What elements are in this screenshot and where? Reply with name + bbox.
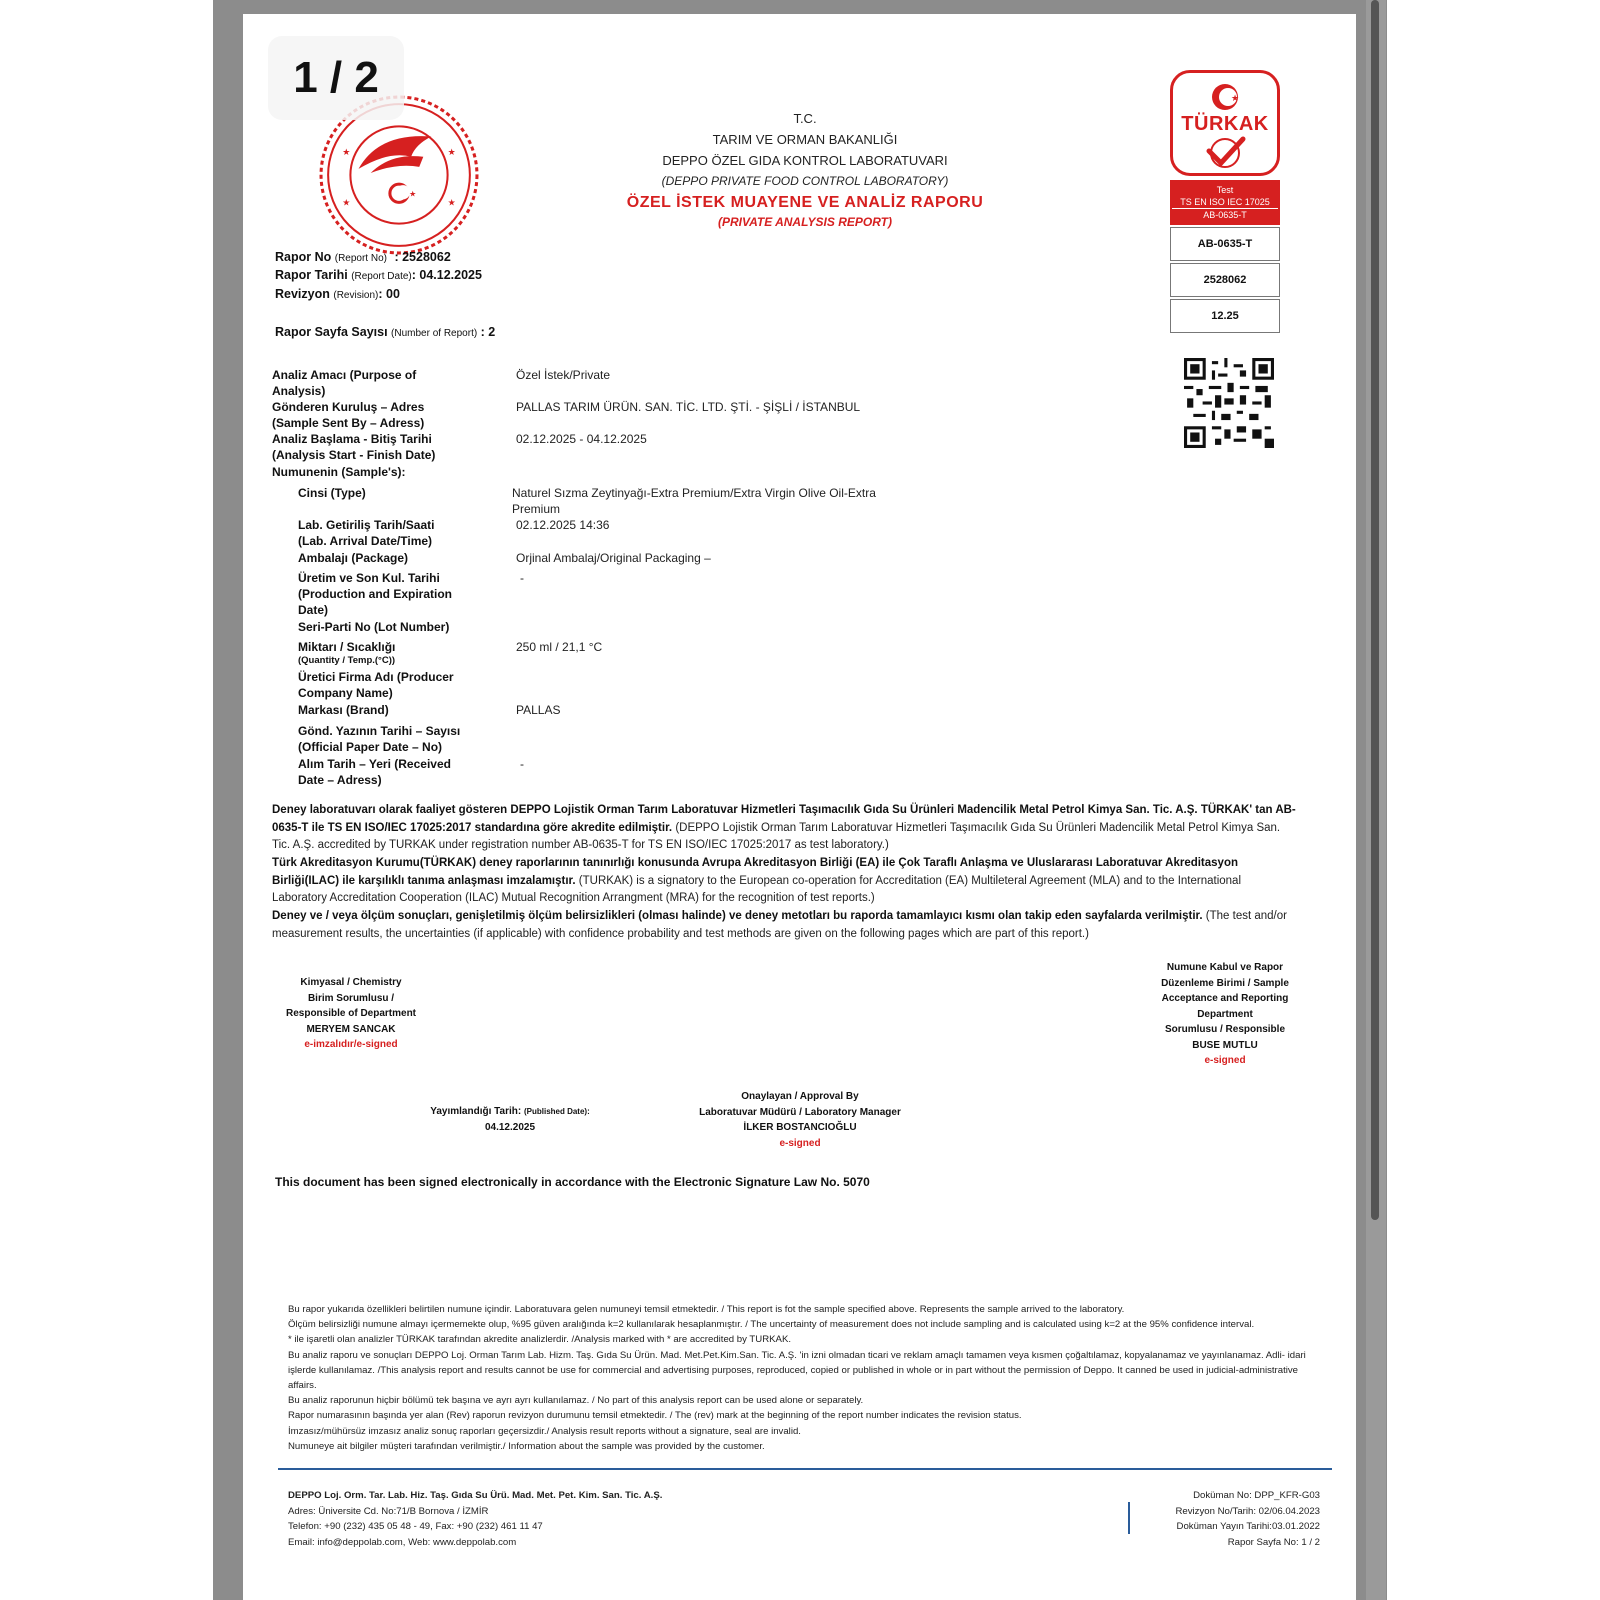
footer-document-info <box>1100 1488 1320 1550</box>
footnote-1: Bu rapor yukarıda özellikleri belirtilen numune içindir. Laboratuvara gelen numuneyi temsil etmektedir. / This report is fot the sample specified above. Represents the sample arrived to the laboratory. <box>288 1304 1125 1315</box>
production-value: - <box>520 571 524 585</box>
revision-row: Revizyon (Revision): 00 <box>275 287 400 301</box>
turkak-logo <box>1170 70 1280 176</box>
footnote-4: Bu analiz raporu ve sonuçları DEPPO Loj. Orman Tarım Lab. Hizm. Taş. Gıda Su Ürün. Mad. Met.Pet.Kim.San. Tic. A.Ş. 'in izni olmadan ticari ve reklam amaçlı tamamen veya kısmen çoğaltılamaz, kopyalanamaz ve yayınlanamaz. Adli- idari işlerde kullanılamaz. /This analysis report and results cannot be use for commercial and advertising purposes, reproduced, copied or published in whole or in part without the permission of Deppo. It canned be used in judicial-administrative affairs. <box>288 1349 1306 1392</box>
esignature-law-notice: This document has been signed electronically in accordance with the Electronic Signature Law No. 5070 <box>275 1175 870 1189</box>
producer-label: Üretici Firma Adı (Producer Company Name) <box>298 670 454 700</box>
scrollbar-thumb[interactable] <box>1371 0 1379 1220</box>
header-lab-tr: DEPPO ÖZEL GIDA KONTROL LABORATUVARI <box>662 153 948 168</box>
svg-text:★: ★ <box>447 197 456 208</box>
footnote-8: Numuneye ait bilgiler müşteri tarafından verilmiştir./ Information about the sample was provided by the customer. <box>288 1440 765 1452</box>
production-label: Üretim ve Son Kul. Tarihi (Production and Expiration Date) <box>298 571 453 617</box>
type-label: Cinsi (Type) <box>298 486 366 500</box>
chemistry-signer-name: MERYEM SANCAK <box>306 1023 396 1035</box>
svg-text:★: ★ <box>409 189 417 199</box>
published-date-block <box>420 1104 600 1135</box>
footnote-7: İmzasız/mühürsüz imzasız analiz sonuç raporları geçersizdir./ Analysis result reports without a signature, seal are invalid. <box>288 1425 801 1437</box>
footer-revision: Revizyon No/Tarih: 02/06.04.2023 <box>1175 1505 1320 1517</box>
turkak-accreditation-no: AB-0635-T <box>1170 227 1280 261</box>
report-no-row: Rapor No (Report No) : 2528062 <box>275 250 451 264</box>
received-value: - <box>520 757 524 771</box>
published-label-row: Yayımlandığı Tarih: (Published Date): <box>430 1106 590 1117</box>
turkak-badge-line3: AB-0635-T <box>1172 208 1278 221</box>
approval-signer-name: İLKER BOSTANCIOĞLU <box>743 1122 857 1133</box>
package-value: Orjinal Ambalaj/Original Packaging – <box>516 551 711 565</box>
published-date: 04.12.2025 <box>484 1121 536 1133</box>
arrival-value: 02.12.2025 14:36 <box>516 518 610 532</box>
qr-code[interactable] <box>1184 358 1274 448</box>
page-count-row: Rapor Sayfa Sayısı (Number of Report) : 2 <box>275 325 496 339</box>
turkak-test-badge <box>1170 180 1280 225</box>
footer-divider <box>278 1468 1332 1470</box>
turkak-badge-line1: Test <box>1216 185 1234 195</box>
accreditation-paragraph: Deney laboratuvarı olarak faaliyet gösteren DEPPO Lojistik Orman Tarım Laboratuvar Hizmetleri Taşımacılık Gıda Su Ürünleri Madencilik Metal Petrol Kimya San. Tic. A.Ş. TÜRKAK' tan AB-0635-T ile TS EN ISO/IEC 17025:2017 standardına göre akredite edilmiştir. (DEPPO Lojistik Orman Tarım Laboratuvar Hizmetleri Taşımacılık Gıda Su Ürünleri Madencilik Metal Petrol Kimya San. Tic. A.Ş. accredited by TURKAK under registration number AB-0635-T for TS EN ISO/IEC 17025:2017 as test laboratory.) <box>272 804 1296 851</box>
type-value: Naturel Sızma Zeytinyağı-Extra Premium/Extra Virgin Olive Oil-Extra Premium <box>512 486 876 516</box>
quantity-value: 250 ml / 21,1 °C <box>516 640 603 654</box>
footer-pub-date: Doküman Yayın Tarihi:03.01.2022 <box>1176 1521 1320 1532</box>
report-title-tr: ÖZEL İSTEK MUAYENE VE ANALİZ RAPORU <box>626 194 984 211</box>
footer-company: DEPPO Loj. Orm. Tar. Lab. Hiz. Taş. Gıda Su Ürü. Mad. Met. Pet. Kim. San. Tic. A.Ş. <box>288 1490 663 1501</box>
svg-text:★: ★ <box>1231 93 1240 103</box>
footer-email: Email: info@deppolab.com, Web: www.deppolab.com <box>288 1536 517 1548</box>
header-ministry: TARIM VE ORMAN BAKANLIĞI <box>712 132 898 147</box>
report-header <box>560 108 1050 230</box>
approval-signature-block <box>680 1089 920 1151</box>
footer-company-info <box>288 1488 662 1550</box>
footer-page-no: Rapor Sayfa No: 1 / 2 <box>1227 1536 1320 1548</box>
footer-doc-no: Doküman No: DPP_KFR-G03 <box>1193 1490 1320 1501</box>
sender-label: Gönderen Kuruluş – Adres (Sample Sent By – Adress) <box>272 400 425 430</box>
analysis-dates-value: 02.12.2025 - 04.12.2025 <box>516 432 647 446</box>
turkak-recognition-paragraph: Türk Akreditasyon Kurumu(TÜRKAK) deney raporlarının tanınırlığı konusunda Avrupa Akreditasyon Birliği (EA) ile Çok Taraflı Anlaşma ve Uluslararası Laboratuvar Akreditasyon Birliği(ILAC) ile karşılıklı tanıma anlaşması imzalamıştır. (TURKAK) is a signatory to the European co-operation for Accreditation (EA) Multileteral Agreement (MLA) and to the International Laboratory Accreditation Cooperation (ILAC) Mutual Recognition Arrangment (MRA) for the recognition of test reports.) <box>272 857 1242 904</box>
quantity-label: Miktarı / Sıcaklığı <box>298 640 396 654</box>
acceptance-signature-block <box>1140 960 1310 1069</box>
acceptance-signer-name: BUSE MUTLU <box>1192 1039 1258 1051</box>
footnote-6: Rapor numarasının başında yer alan (Rev) raporun revizyon durumunu temsil etmektedir. / The (rev) mark at the beginning of the report number indicates the revision status. <box>288 1410 1022 1422</box>
turkak-logo-text: TÜRKAK <box>1181 113 1269 135</box>
footer-phone: Telefon: +90 (232) 435 05 48 - 49, Fax: +90 (232) 461 11 47 <box>288 1521 543 1532</box>
acceptance-esigned: e-signed <box>1204 1055 1246 1066</box>
header-tc: T.C. <box>793 111 817 126</box>
received-label: Alım Tarih – Yeri (Received Date – Adress) <box>298 757 451 787</box>
sample-heading: Numunenin (Sample's): <box>272 465 406 479</box>
purpose-label: Analiz Amacı (Purpose of Analysis) <box>272 368 417 398</box>
svg-text:★: ★ <box>342 146 351 157</box>
arrival-label: Lab. Getiriliş Tarih/Saati (Lab. Arrival Date/Time) <box>298 518 435 548</box>
footnote-3: * ile işaretli olan analizler TÜRKAK tarafından akredite analizlerdir. /Analysis marked with * are accredited by TURKAK. <box>288 1334 792 1346</box>
svg-text:★: ★ <box>447 146 456 157</box>
official-paper-label: Gönd. Yazının Tarihi – Sayısı (Official Paper Date – No) <box>298 724 461 754</box>
chemistry-esigned: e-imzalıdır/e-signed <box>304 1039 398 1050</box>
approval-esigned: e-signed <box>779 1137 821 1149</box>
approval-signature-title: Onaylayan / Approval By Laboratuvar Müdürü / Laboratory Manager <box>699 1091 901 1118</box>
brand-label: Markası (Brand) <box>298 703 389 717</box>
turkak-report-no: 2528062 <box>1170 263 1280 297</box>
footnote-5: Bu analiz raporunun hiçbir bölümü tek başına ve ayrı ayrı kullanılamaz. / No part of this analysis report can be used alone or separately. <box>288 1395 864 1407</box>
report-date-row: Rapor Tarihi (Report Date): 04.12.2025 <box>275 268 482 282</box>
chemistry-signature-title: Kimyasal / Chemistry Birim Sorumlusu / Responsible of Department <box>285 977 417 1019</box>
turkak-badge-line2: TS EN ISO IEC 17025 <box>1180 197 1270 207</box>
report-title-en: (PRIVATE ANALYSIS REPORT) <box>717 215 892 229</box>
package-label: Ambalajı (Package) <box>298 551 409 565</box>
lot-label: Seri-Parti No (Lot Number) <box>298 620 450 634</box>
acceptance-signature-title: Numune Kabul ve Rapor Düzenleme Birimi / Sample Acceptance and Reporting Department Sorumlusu / Responsible <box>1161 962 1289 1035</box>
footnote-2: Ölçüm belirsizliği numune almayı içermemekte olup, %95 güven aralığında k=2 kullanılarak hesaplanmıştır. / The uncertainty of measurement does not include sampling and is calculated using k=2 at the 95% confidence interval. <box>288 1319 1255 1331</box>
brand-value: PALLAS <box>516 703 561 717</box>
turkak-accreditation-block <box>1170 70 1284 333</box>
chemistry-signature-block <box>268 975 434 1053</box>
header-lab-en: (DEPPO PRIVATE FOOD CONTROL LABORATORY) <box>661 174 949 188</box>
quantity-sublabel: (Quantity / Temp.(°C)) <box>298 655 396 666</box>
turkak-period: 12.25 <box>1170 299 1280 333</box>
footer-address: Adres: Üniversite Cd. No:71/B Bornova / İZMİR <box>288 1505 489 1517</box>
page-indicator: 1 / 2 <box>268 36 404 120</box>
sender-value: PALLAS TARIM ÜRÜN. SAN. TİC. LTD. ŞTİ. - ŞİŞLİ / İSTANBUL <box>516 400 861 414</box>
results-paragraph: Deney ve / veya ölçüm sonuçları, genişletilmiş ölçüm belirsizlikleri (olması halinde) ve deney metotları bu raporda tamamlayıcı kısmı olan takip eden sayfalarda verilmiştir. (The test and/or measurement results, the uncertainties (if applicable) with confidence probability and test methods are given on the following pages which are part of this report.) <box>272 910 1287 940</box>
purpose-value: Özel İstek/Private <box>516 368 611 382</box>
analysis-dates-label: Analiz Başlama - Bitiş Tarihi (Analysis Start - Finish Date) <box>272 432 436 462</box>
footnotes <box>288 1302 1318 1454</box>
svg-text:★: ★ <box>342 197 351 208</box>
